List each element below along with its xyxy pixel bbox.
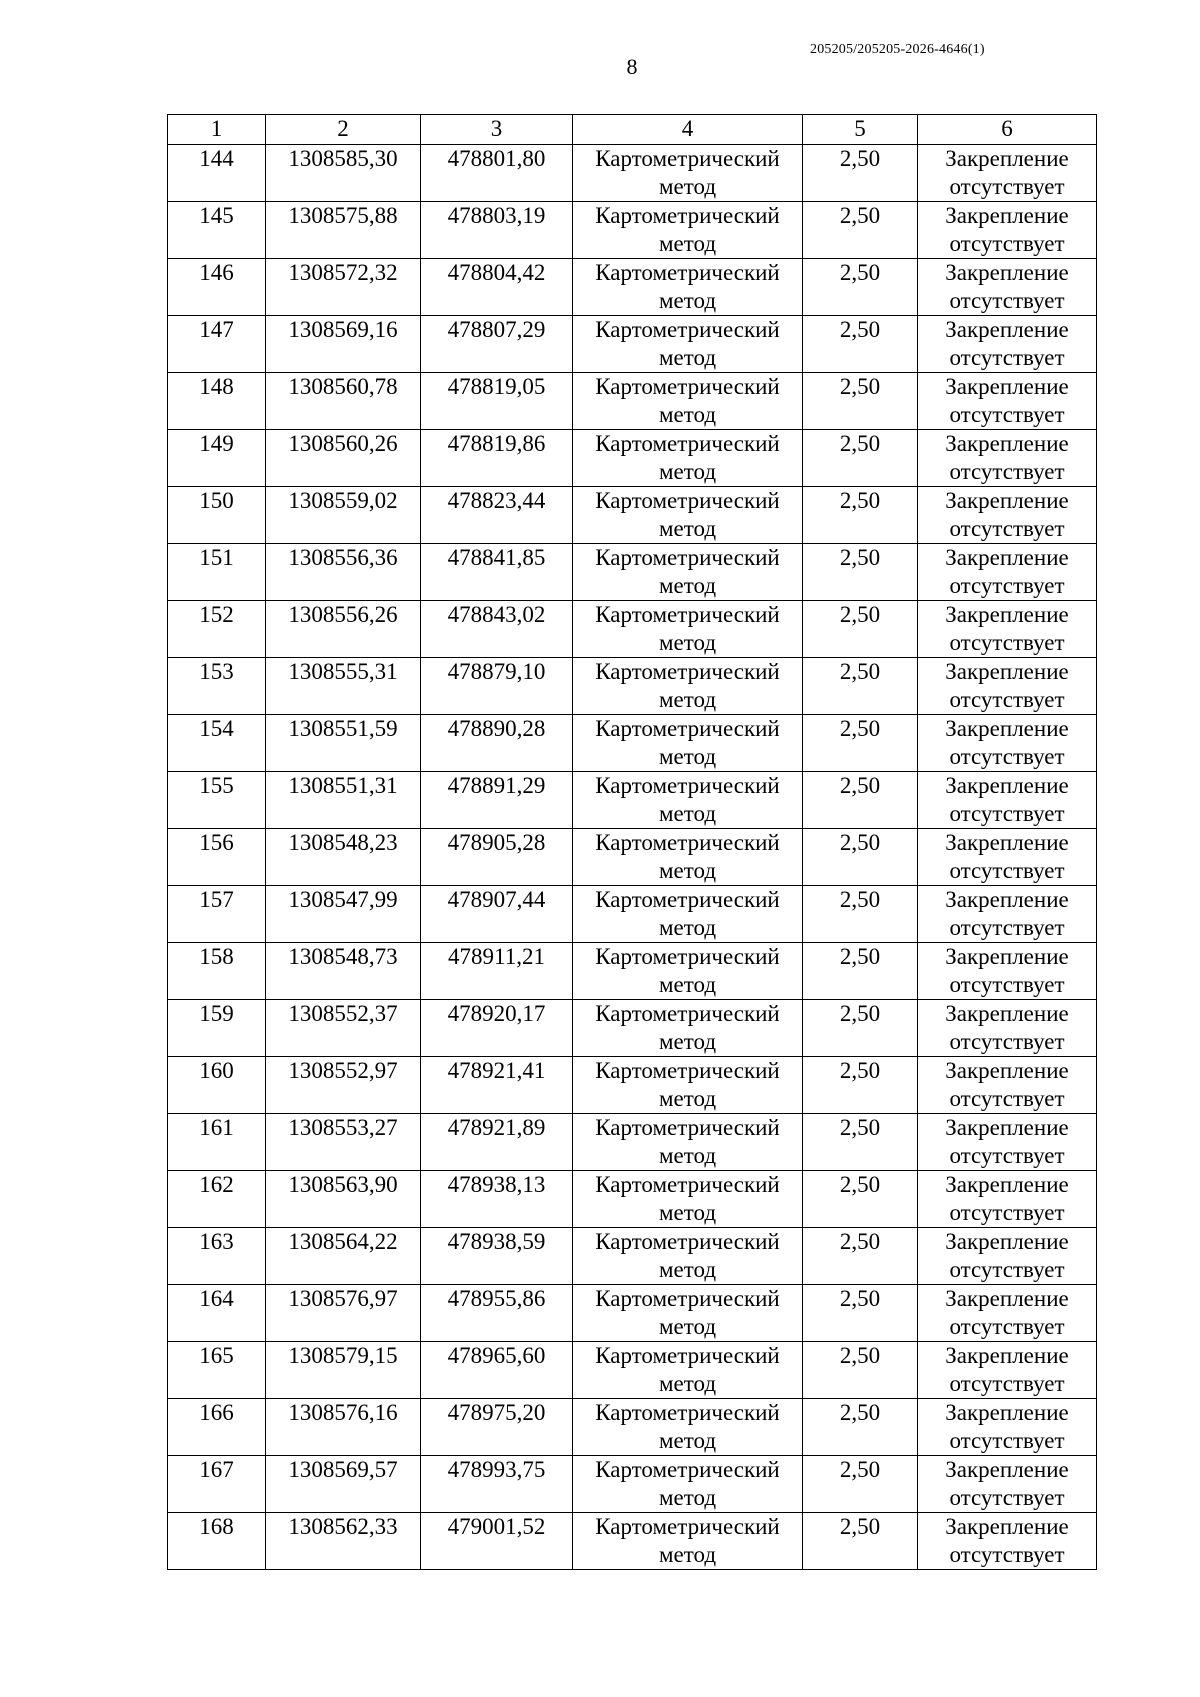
column-header-1: 1 xyxy=(168,115,266,145)
method-line-2: метод xyxy=(658,687,717,712)
fixing-cell xyxy=(918,829,1097,886)
method-line-1: Картометрический xyxy=(595,1229,780,1254)
fixing-line-1: Закрепление xyxy=(945,602,1069,627)
point-number-cell: 167 xyxy=(168,1456,266,1513)
point-number-cell: 158 xyxy=(168,943,266,1000)
coordinate-x-cell: 1308562,33 xyxy=(266,1513,421,1570)
fixing-line-2: отсутствует xyxy=(949,744,1065,769)
coordinates-table xyxy=(167,114,1097,1570)
coordinate-y-cell: 478920,17 xyxy=(421,1000,573,1057)
accuracy-cell: 2,50 xyxy=(803,259,918,316)
method-line-1: Картометрический xyxy=(595,1400,780,1425)
method-line-2: метод xyxy=(658,858,717,883)
table-body xyxy=(168,145,1097,1570)
method-line-1: Картометрический xyxy=(595,1457,780,1482)
method-cell xyxy=(573,1342,803,1399)
table-row xyxy=(168,1171,1097,1228)
method-line-2: метод xyxy=(658,231,717,256)
coordinate-y-cell: 478841,85 xyxy=(421,544,573,601)
fixing-line-2: отсутствует xyxy=(949,573,1065,598)
page-number: 8 xyxy=(626,54,638,79)
coordinate-x-cell: 1308555,31 xyxy=(266,658,421,715)
fixing-line-2: отсутствует xyxy=(949,345,1065,370)
accuracy-cell: 2,50 xyxy=(803,886,918,943)
method-cell xyxy=(573,1285,803,1342)
method-line-1: Картометрический xyxy=(595,203,780,228)
method-cell xyxy=(573,943,803,1000)
fixing-cell xyxy=(918,601,1097,658)
coordinate-x-cell: 1308576,97 xyxy=(266,1285,421,1342)
table-row xyxy=(168,373,1097,430)
fixing-line-1: Закрепление xyxy=(945,1286,1069,1311)
accuracy-cell: 2,50 xyxy=(803,1513,918,1570)
table-row xyxy=(168,1513,1097,1570)
table-row xyxy=(168,1285,1097,1342)
method-cell xyxy=(573,1114,803,1171)
method-line-1: Картометрический xyxy=(595,1115,780,1140)
method-cell xyxy=(573,1057,803,1114)
coordinate-y-cell: 478803,19 xyxy=(421,202,573,259)
coordinate-x-cell: 1308576,16 xyxy=(266,1399,421,1456)
coordinate-y-cell: 478905,28 xyxy=(421,829,573,886)
coordinate-y-cell: 478843,02 xyxy=(421,601,573,658)
method-line-2: метод xyxy=(658,573,717,598)
method-line-1: Картометрический xyxy=(595,488,780,513)
table-row xyxy=(168,145,1097,202)
method-cell xyxy=(573,1228,803,1285)
fixing-line-1: Закрепление xyxy=(945,488,1069,513)
column-header-3: 3 xyxy=(421,115,573,145)
fixing-cell xyxy=(918,886,1097,943)
point-number-cell: 149 xyxy=(168,430,266,487)
accuracy-cell: 2,50 xyxy=(803,943,918,1000)
fixing-cell xyxy=(918,259,1097,316)
method-line-1: Картометрический xyxy=(595,887,780,912)
accuracy-cell: 2,50 xyxy=(803,487,918,544)
table-row xyxy=(168,259,1097,316)
method-cell xyxy=(573,544,803,601)
fixing-line-2: отсутствует xyxy=(949,1485,1065,1510)
method-line-1: Картометрический xyxy=(595,1058,780,1083)
fixing-line-1: Закрепление xyxy=(945,1115,1069,1140)
fixing-line-1: Закрепление xyxy=(945,260,1069,285)
point-number-cell: 147 xyxy=(168,316,266,373)
table-header xyxy=(168,115,1097,145)
coordinate-x-cell: 1308556,36 xyxy=(266,544,421,601)
fixing-cell xyxy=(918,1057,1097,1114)
accuracy-cell: 2,50 xyxy=(803,1057,918,1114)
fixing-line-2: отсутствует xyxy=(949,1086,1065,1111)
coordinate-x-cell: 1308569,16 xyxy=(266,316,421,373)
accuracy-cell: 2,50 xyxy=(803,430,918,487)
method-line-1: Картометрический xyxy=(595,602,780,627)
fixing-line-2: отсутствует xyxy=(949,1029,1065,1054)
coordinate-x-cell: 1308551,31 xyxy=(266,772,421,829)
fixing-line-1: Закрепление xyxy=(945,1001,1069,1026)
coordinate-x-cell: 1308548,73 xyxy=(266,943,421,1000)
fixing-cell xyxy=(918,487,1097,544)
fixing-line-1: Закрепление xyxy=(945,431,1069,456)
coordinate-y-cell: 478807,29 xyxy=(421,316,573,373)
coordinate-y-cell: 478819,86 xyxy=(421,430,573,487)
coordinate-x-cell: 1308551,59 xyxy=(266,715,421,772)
method-line-1: Картометрический xyxy=(595,773,780,798)
fixing-cell xyxy=(918,1399,1097,1456)
method-cell xyxy=(573,1513,803,1570)
fixing-line-2: отсутствует xyxy=(949,1200,1065,1225)
table-row xyxy=(168,430,1097,487)
method-line-1: Картометрический xyxy=(595,1172,780,1197)
accuracy-cell: 2,50 xyxy=(803,145,918,202)
method-line-1: Картометрический xyxy=(595,545,780,570)
fixing-line-1: Закрепление xyxy=(945,203,1069,228)
method-line-1: Картометрический xyxy=(595,260,780,285)
fixing-cell xyxy=(918,1228,1097,1285)
accuracy-cell: 2,50 xyxy=(803,1171,918,1228)
fixing-line-1: Закрепление xyxy=(945,1343,1069,1368)
fixing-line-1: Закрепление xyxy=(945,1400,1069,1425)
coordinate-y-cell: 478938,59 xyxy=(421,1228,573,1285)
coordinate-x-cell: 1308564,22 xyxy=(266,1228,421,1285)
fixing-line-2: отсутствует xyxy=(949,459,1065,484)
fixing-line-2: отсутствует xyxy=(949,801,1065,826)
accuracy-cell: 2,50 xyxy=(803,373,918,430)
fixing-cell xyxy=(918,145,1097,202)
table-row xyxy=(168,1114,1097,1171)
coordinate-y-cell: 479001,52 xyxy=(421,1513,573,1570)
coordinate-x-cell: 1308552,97 xyxy=(266,1057,421,1114)
method-cell xyxy=(573,658,803,715)
fixing-line-2: отсутствует xyxy=(949,1542,1065,1567)
fixing-line-1: Закрепление xyxy=(945,1229,1069,1254)
method-cell xyxy=(573,772,803,829)
fixing-cell xyxy=(918,1342,1097,1399)
table-row xyxy=(168,1456,1097,1513)
fixing-line-2: отсутствует xyxy=(949,1143,1065,1168)
method-cell xyxy=(573,1399,803,1456)
fixing-line-1: Закрепление xyxy=(945,716,1069,741)
table-row xyxy=(168,1000,1097,1057)
accuracy-cell: 2,50 xyxy=(803,772,918,829)
coordinate-y-cell: 478907,44 xyxy=(421,886,573,943)
point-number-cell: 150 xyxy=(168,487,266,544)
fixing-cell xyxy=(918,658,1097,715)
coordinate-x-cell: 1308559,02 xyxy=(266,487,421,544)
accuracy-cell: 2,50 xyxy=(803,715,918,772)
point-number-cell: 152 xyxy=(168,601,266,658)
fixing-cell xyxy=(918,202,1097,259)
table-row xyxy=(168,316,1097,373)
method-line-2: метод xyxy=(658,1200,717,1225)
accuracy-cell: 2,50 xyxy=(803,658,918,715)
method-cell xyxy=(573,316,803,373)
fixing-line-1: Закрепление xyxy=(945,830,1069,855)
point-number-cell: 168 xyxy=(168,1513,266,1570)
coordinate-x-cell: 1308575,88 xyxy=(266,202,421,259)
method-line-2: метод xyxy=(658,1143,717,1168)
method-cell xyxy=(573,715,803,772)
fixing-cell xyxy=(918,316,1097,373)
column-header-6: 6 xyxy=(918,115,1097,145)
coordinate-x-cell: 1308585,30 xyxy=(266,145,421,202)
point-number-cell: 166 xyxy=(168,1399,266,1456)
table-row xyxy=(168,715,1097,772)
coordinate-y-cell: 478891,29 xyxy=(421,772,573,829)
fixing-line-1: Закрепление xyxy=(945,659,1069,684)
fixing-line-1: Закрепление xyxy=(945,545,1069,570)
coordinate-x-cell: 1308553,27 xyxy=(266,1114,421,1171)
coordinate-x-cell: 1308548,23 xyxy=(266,829,421,886)
fixing-cell xyxy=(918,430,1097,487)
method-line-2: метод xyxy=(658,744,717,769)
method-line-2: метод xyxy=(658,174,717,199)
column-header-4: 4 xyxy=(573,115,803,145)
method-cell xyxy=(573,1171,803,1228)
point-number-cell: 162 xyxy=(168,1171,266,1228)
fixing-cell xyxy=(918,1000,1097,1057)
method-cell xyxy=(573,829,803,886)
table-row xyxy=(168,601,1097,658)
point-number-cell: 161 xyxy=(168,1114,266,1171)
method-cell xyxy=(573,1000,803,1057)
point-number-cell: 155 xyxy=(168,772,266,829)
fixing-line-1: Закрепление xyxy=(945,887,1069,912)
fixing-cell xyxy=(918,544,1097,601)
fixing-line-2: отсутствует xyxy=(949,402,1065,427)
fixing-cell xyxy=(918,1171,1097,1228)
fixing-line-1: Закрепление xyxy=(945,317,1069,342)
fixing-line-1: Закрепление xyxy=(945,1058,1069,1083)
method-line-2: метод xyxy=(658,345,717,370)
fixing-line-2: отсутствует xyxy=(949,972,1065,997)
fixing-cell xyxy=(918,1456,1097,1513)
method-line-2: метод xyxy=(658,1428,717,1453)
method-line-1: Картометрический xyxy=(595,1343,780,1368)
table-row xyxy=(168,1057,1097,1114)
method-line-2: метод xyxy=(658,1086,717,1111)
method-line-2: метод xyxy=(658,1542,717,1567)
method-line-2: метод xyxy=(658,801,717,826)
coordinate-x-cell: 1308569,57 xyxy=(266,1456,421,1513)
coordinate-x-cell: 1308556,26 xyxy=(266,601,421,658)
accuracy-cell: 2,50 xyxy=(803,544,918,601)
fixing-cell xyxy=(918,373,1097,430)
coordinate-x-cell: 1308563,90 xyxy=(266,1171,421,1228)
point-number-cell: 146 xyxy=(168,259,266,316)
accuracy-cell: 2,50 xyxy=(803,1342,918,1399)
fixing-line-2: отсутствует xyxy=(949,288,1065,313)
table-row xyxy=(168,1228,1097,1285)
method-line-1: Картометрический xyxy=(595,374,780,399)
accuracy-cell: 2,50 xyxy=(803,1000,918,1057)
fixing-line-2: отсутствует xyxy=(949,1257,1065,1282)
table-row xyxy=(168,829,1097,886)
method-line-2: метод xyxy=(658,630,717,655)
column-header-2: 2 xyxy=(266,115,421,145)
fixing-cell xyxy=(918,772,1097,829)
point-number-cell: 159 xyxy=(168,1000,266,1057)
fixing-cell xyxy=(918,1285,1097,1342)
coordinate-y-cell: 478921,89 xyxy=(421,1114,573,1171)
method-line-2: метод xyxy=(658,288,717,313)
point-number-cell: 163 xyxy=(168,1228,266,1285)
point-number-cell: 148 xyxy=(168,373,266,430)
point-number-cell: 164 xyxy=(168,1285,266,1342)
method-line-2: метод xyxy=(658,915,717,940)
fixing-line-2: отсутствует xyxy=(949,858,1065,883)
method-line-1: Картометрический xyxy=(595,1514,780,1539)
method-line-2: метод xyxy=(658,1485,717,1510)
fixing-line-1: Закрепление xyxy=(945,146,1069,171)
method-line-2: метод xyxy=(658,516,717,541)
method-cell xyxy=(573,202,803,259)
point-number-cell: 145 xyxy=(168,202,266,259)
point-number-cell: 165 xyxy=(168,1342,266,1399)
method-line-2: метод xyxy=(658,459,717,484)
table-row xyxy=(168,544,1097,601)
header-row xyxy=(168,115,1097,145)
fixing-line-2: отсутствует xyxy=(949,687,1065,712)
fixing-line-1: Закрепление xyxy=(945,1457,1069,1482)
method-cell xyxy=(573,430,803,487)
accuracy-cell: 2,50 xyxy=(803,1114,918,1171)
fixing-line-1: Закрепление xyxy=(945,374,1069,399)
table-row xyxy=(168,658,1097,715)
method-line-1: Картометрический xyxy=(595,317,780,342)
fixing-line-2: отсутствует xyxy=(949,1428,1065,1453)
coordinate-x-cell: 1308572,32 xyxy=(266,259,421,316)
fixing-line-1: Закрепление xyxy=(945,1514,1069,1539)
coordinate-x-cell: 1308579,15 xyxy=(266,1342,421,1399)
point-number-cell: 154 xyxy=(168,715,266,772)
coordinate-y-cell: 478938,13 xyxy=(421,1171,573,1228)
method-cell xyxy=(573,259,803,316)
coordinate-y-cell: 478801,80 xyxy=(421,145,573,202)
method-line-1: Картометрический xyxy=(595,659,780,684)
coordinate-x-cell: 1308560,26 xyxy=(266,430,421,487)
coordinate-y-cell: 478890,28 xyxy=(421,715,573,772)
method-cell xyxy=(573,373,803,430)
coordinate-y-cell: 478975,20 xyxy=(421,1399,573,1456)
method-line-1: Картометрический xyxy=(595,830,780,855)
accuracy-cell: 2,50 xyxy=(803,1228,918,1285)
method-cell xyxy=(573,1456,803,1513)
method-cell xyxy=(573,601,803,658)
coordinate-y-cell: 478965,60 xyxy=(421,1342,573,1399)
column-header-5: 5 xyxy=(803,115,918,145)
method-cell xyxy=(573,145,803,202)
fixing-cell xyxy=(918,715,1097,772)
coordinate-y-cell: 478819,05 xyxy=(421,373,573,430)
coordinate-y-cell: 478993,75 xyxy=(421,1456,573,1513)
point-number-cell: 153 xyxy=(168,658,266,715)
fixing-line-2: отсутствует xyxy=(949,174,1065,199)
coordinate-y-cell: 478955,86 xyxy=(421,1285,573,1342)
table-row xyxy=(168,1399,1097,1456)
point-number-cell: 160 xyxy=(168,1057,266,1114)
coordinate-y-cell: 478804,42 xyxy=(421,259,573,316)
fixing-line-2: отсутствует xyxy=(949,231,1065,256)
method-line-2: метод xyxy=(658,1029,717,1054)
fixing-line-1: Закрепление xyxy=(945,1172,1069,1197)
method-line-1: Картометрический xyxy=(595,944,780,969)
point-number-cell: 144 xyxy=(168,145,266,202)
table-row xyxy=(168,943,1097,1000)
accuracy-cell: 2,50 xyxy=(803,316,918,373)
table-row xyxy=(168,886,1097,943)
method-line-1: Картометрический xyxy=(595,431,780,456)
point-number-cell: 156 xyxy=(168,829,266,886)
table-row xyxy=(168,487,1097,544)
coordinate-y-cell: 478921,41 xyxy=(421,1057,573,1114)
accuracy-cell: 2,50 xyxy=(803,1456,918,1513)
coordinate-y-cell: 478823,44 xyxy=(421,487,573,544)
fixing-cell xyxy=(918,1513,1097,1570)
method-line-1: Картометрический xyxy=(595,716,780,741)
coordinate-y-cell: 478879,10 xyxy=(421,658,573,715)
coordinate-y-cell: 478911,21 xyxy=(421,943,573,1000)
accuracy-cell: 2,50 xyxy=(803,1399,918,1456)
fixing-cell xyxy=(918,1114,1097,1171)
fixing-line-2: отсутствует xyxy=(949,1371,1065,1396)
document-id: 205205/205205-2026-4646(1) xyxy=(810,42,985,57)
method-line-2: метод xyxy=(658,402,717,427)
accuracy-cell: 2,50 xyxy=(803,601,918,658)
accuracy-cell: 2,50 xyxy=(803,202,918,259)
fixing-line-2: отсутствует xyxy=(949,1314,1065,1339)
coordinate-x-cell: 1308560,78 xyxy=(266,373,421,430)
table-row xyxy=(168,1342,1097,1399)
fixing-cell xyxy=(918,943,1097,1000)
method-cell xyxy=(573,487,803,544)
table-row xyxy=(168,772,1097,829)
coordinate-x-cell: 1308552,37 xyxy=(266,1000,421,1057)
method-line-2: метод xyxy=(658,1314,717,1339)
method-line-2: метод xyxy=(658,1371,717,1396)
method-line-2: метод xyxy=(658,972,717,997)
fixing-line-1: Закрепление xyxy=(945,944,1069,969)
point-number-cell: 151 xyxy=(168,544,266,601)
method-cell xyxy=(573,886,803,943)
method-line-2: метод xyxy=(658,1257,717,1282)
point-number-cell: 157 xyxy=(168,886,266,943)
fixing-line-2: отсутствует xyxy=(949,516,1065,541)
fixing-line-2: отсутствует xyxy=(949,630,1065,655)
table-row xyxy=(168,202,1097,259)
method-line-1: Картометрический xyxy=(595,1286,780,1311)
accuracy-cell: 2,50 xyxy=(803,1285,918,1342)
coordinate-x-cell: 1308547,99 xyxy=(266,886,421,943)
fixing-line-2: отсутствует xyxy=(949,915,1065,940)
accuracy-cell: 2,50 xyxy=(803,829,918,886)
fixing-line-1: Закрепление xyxy=(945,773,1069,798)
method-line-1: Картометрический xyxy=(595,146,780,171)
method-line-1: Картометрический xyxy=(595,1001,780,1026)
